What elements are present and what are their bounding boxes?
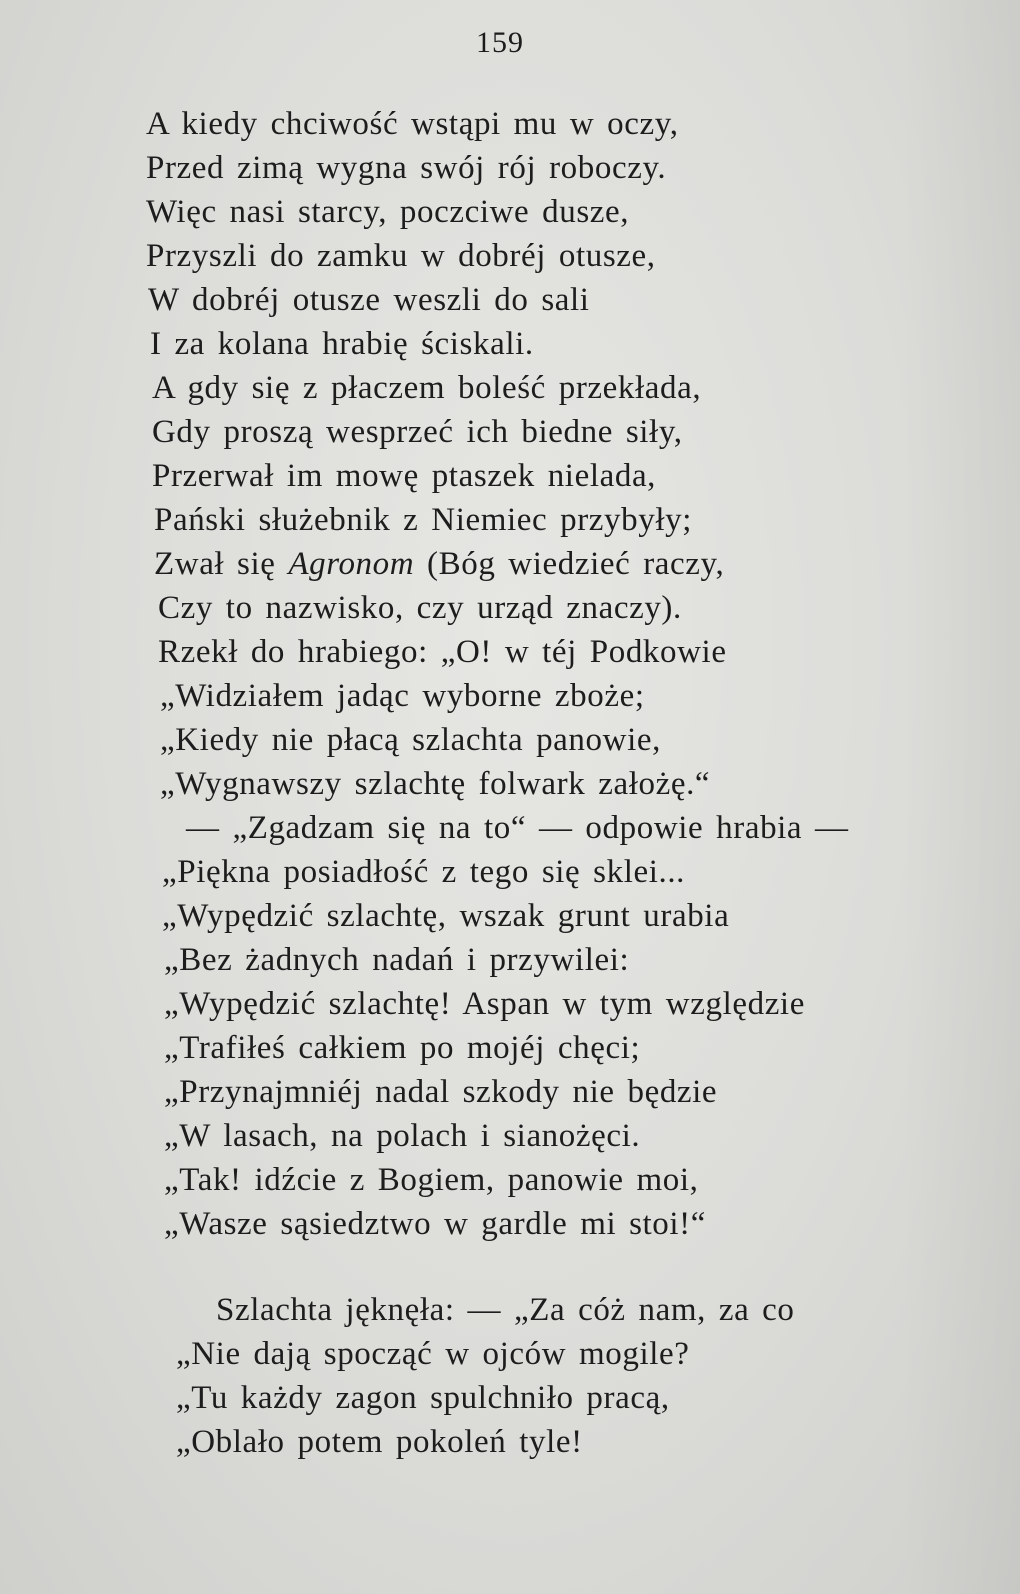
verse-tail: (Bóg wiedzieć raczy, (427, 546, 725, 582)
verse-italic-word: Agronom (288, 546, 415, 582)
verse-line: Rzekł do hrabiego: „O! w téj Podkowie (158, 634, 727, 670)
verse-line: Gdy proszą wesprzeć ich biedne siły, (152, 414, 683, 450)
verse-line: „Wypędzić szlachtę, wszak grunt urabia (162, 898, 730, 934)
verse-line: „Oblało potem pokoleń tyle! (176, 1424, 583, 1460)
verse-line: „Wasze sąsiedztwo w gardle mi stoi!“ (164, 1206, 707, 1242)
verse-line: „Bez żadnych nadań i przywilei: (164, 942, 630, 978)
verse-line: Przed zimą wygna swój rój roboczy. (146, 150, 667, 186)
verse-line: Więc nasi starcy, poczciwe dusze, (146, 194, 630, 230)
verse-line: „Wypędzić szlachtę! Aspan w tym względzie (164, 986, 805, 1022)
verse-line: „Piękna posiadłość z tego się sklei... (162, 854, 686, 890)
verse-line: „Wygnawszy szlachtę folwark założę.“ (160, 766, 711, 802)
verse-line: „W lasach, na polach i sianożęci. (164, 1118, 641, 1154)
verse-line: A kiedy chciwość wstąpi mu w oczy, (146, 106, 679, 142)
verse-lead: Zwał się (154, 546, 276, 582)
page-number: 159 (476, 26, 524, 59)
verse-line: „Nie dają spocząć w ojców mogile? (176, 1336, 690, 1372)
verse-line: „Przynajmniéj nadal szkody nie będzie (164, 1074, 718, 1110)
verse-line: Przyszli do zamku w dobréj otusze, (146, 238, 656, 274)
verse-line: „Tu każdy zagon spulchniło pracą, (176, 1380, 670, 1416)
verse-line: A gdy się z płaczem boleść przekłada, (152, 370, 702, 406)
verse-line-agronom (154, 544, 724, 584)
verse-line: „Widziałem jadąc wyborne zboże; (160, 678, 645, 714)
verse-line: „Tak! idźcie z Bogiem, panowie moi, (164, 1162, 699, 1198)
verse-line: W dobréj otusze weszli do sali (148, 282, 590, 318)
verse-line: Czy to nazwisko, czy urząd znaczy). (158, 590, 682, 626)
verse-line: Przerwał im mowę ptaszek nielada, (152, 458, 657, 494)
verse-line: „Trafiłeś całkiem po mojéj chęci; (164, 1030, 641, 1066)
verse-line: Pański służebnik z Niemiec przybyły; (154, 502, 692, 538)
verse-line: I za kolana hrabię ściskali. (150, 326, 534, 362)
verse-line: „Kiedy nie płacą szlachta panowie, (160, 722, 661, 758)
verse-line: — „Zgadzam się na to“ — odpowie hrabia — (186, 810, 849, 846)
verse-line: Szlachta jęknęła: — „Za cóż nam, za co (216, 1292, 795, 1328)
